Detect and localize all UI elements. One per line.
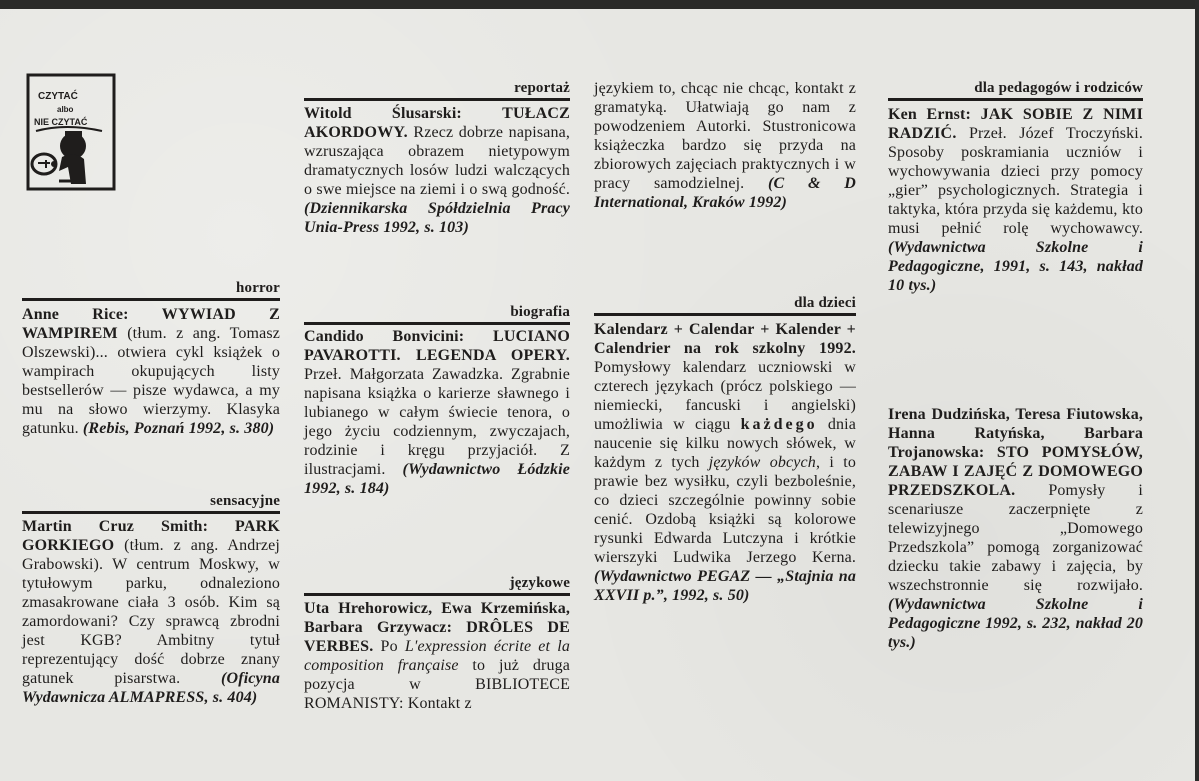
entry-jak-sobie-z-nimi-radzic xyxy=(888,105,1143,295)
section-heading-sensacyjne: sensacyjne xyxy=(22,493,280,514)
entry-horror xyxy=(22,305,280,438)
entry-sensacyjne xyxy=(22,517,280,707)
top-scan-edge xyxy=(0,0,1199,9)
author-name: Witold Ślusarski: xyxy=(304,105,462,122)
author-name: Irena Dudzińska, Teresa Fiutowska, Hanna Ratyńska, Barbara Trojanowska: xyxy=(888,406,1143,461)
author-name: Uta Hrehorowicz, Ewa Krzemińska, Barbara Grzywacz: xyxy=(304,600,570,636)
author-name: Anne Rice: xyxy=(22,306,129,323)
book-title: PARK GORKIEGO xyxy=(22,518,280,554)
spaced-emphasis: każdego xyxy=(740,416,818,433)
author-name: Martin Cruz Smith: xyxy=(22,518,209,535)
entry-description: Przeł. Józef Troczyński. Sposoby poskramiania uczniów i wychowywania dzieci przy pomocy „gier” psychologicznych. Strategia i taktyka, która przyda się każdemu, kto musi pełnić rolę wychowawcy. xyxy=(888,125,1143,237)
entry-description: Pomysłowy kalendarz uczniowski w czterech językach (prócz polskiego — niemiecki, fancuski i angielski) umożliwia w ciągu xyxy=(594,359,856,433)
section-heading-horror: horror xyxy=(22,280,280,301)
publication-info: (C & D International, Kraków 1992) xyxy=(594,175,857,211)
author-name: Candido Bonvicini: xyxy=(304,328,465,345)
entry-reportaz xyxy=(304,104,570,237)
book-title: DRÔLES DE VERBES. xyxy=(304,619,570,655)
book-title: JAK SOBIE Z NIMI RADZIĆ. xyxy=(888,106,1143,142)
publication-info: (Wydawnictwo Łódzkie 1992, s. 184) xyxy=(304,461,570,497)
reading-logo xyxy=(26,73,118,193)
section-heading-dla-pedagogow-i-rodzicow: dla pedagogów i rodziców xyxy=(888,80,1143,101)
publication-info: (Wydawnictwo PEGAZ — „Stajnia na XXVII p.”, 1992, s. 50) xyxy=(594,568,856,604)
entry-description: Przeł. Małgorzata Zawadzka. Zgrabnie napisana książka o karierze sławnego i lubianego w całym świecie tenora, o jego życiu codziennym, zwyczajach, rodzinie i kręgu przyjaciół. Z ilustracjami. xyxy=(304,366,570,478)
book-title: STO POMYSŁÓW, ZABAW I ZAJĘĆ Z DOMOWEGO PRZEDSZKOLA. xyxy=(888,444,1143,499)
italic-phrase: języków obcych xyxy=(708,454,816,471)
publication-info: (Dziennikarska Spółdzielnia Pracy Unia-Press 1992, s. 103) xyxy=(304,200,570,236)
section-heading-jezykowe: językowe xyxy=(304,575,570,596)
entry-description: Pomysły i scenariusze zaczerpnięte z telewizyjnego „Domowego Przedszkola” pomogą zorganizować dziecku takie zabawy i zajęcia, by wszechstronnie się rozwijało. xyxy=(888,482,1144,594)
book-title: TUŁACZ AKORDOWY. xyxy=(304,105,570,141)
author-name: Ken Ernst: xyxy=(888,106,971,123)
entry-description: Po xyxy=(380,638,405,655)
section-heading-dla-dzieci: dla dzieci xyxy=(594,295,856,316)
entry-dla-dzieci xyxy=(594,320,856,605)
entry-description: Rzecz dobrze napisana, wzruszająca obrazem nietypowym dramatycznych losów ludzi walczących o swe miejsce na ziemi i o swą godność. xyxy=(304,124,571,198)
logo-text-2: albo xyxy=(57,105,74,114)
entry-description-end: , i to prawie bez wysiłku, czyli bezboleśnie, co dzieci szczególnie powinny sobie cenić. Ozdobą książki są kolorowe rysunki Edwarda Lutczyna i krótkie wierszyki Ludwika Jerzego Kerna. xyxy=(594,454,856,566)
publication-info: (Wydawnictwa Szkolne i Pedagogiczne, 1991, s. 143, nakład 10 tys.) xyxy=(888,239,1143,294)
entry-biografia xyxy=(304,327,570,498)
entry-description-continued: to już druga pozycja w BIBLIOTECE ROMANISTY: Kontakt z xyxy=(304,657,570,712)
entry-sto-pomyslow xyxy=(888,405,1143,652)
reading-logo-icon xyxy=(26,73,118,193)
section-heading-biografia: biografia xyxy=(304,304,570,325)
logo-text-1: CZYTAĆ xyxy=(38,91,78,102)
book-title: LUCIANO PAVAROTTI. LEGENDA OPERY. xyxy=(304,328,570,364)
publication-info: (Rebis, Poznań 1992, s. 380) xyxy=(82,420,275,437)
entry-jezykowe xyxy=(304,599,570,713)
publication-info: (Oficyna Wydawnicza ALMAPRESS, s. 404) xyxy=(22,670,280,706)
entry-description: językiem to, chcąc nie chcąc, kontakt z gramatyką. Ułatwiają go nam z powodzeniem Autorki. Stustronicowa książeczka bardzo się przyda na zbiorowych zajęciach praktycznych i w pracy samodzielnej. xyxy=(594,80,856,192)
publication-info: (Wydawnictwa Szkolne i Pedagogiczne 1992, s. 232, nakład 20 tys.) xyxy=(888,596,1143,651)
italic-book-series-title: L'expression écrite et la composition française xyxy=(304,638,570,674)
logo-text-3: NIE CZYTAĆ xyxy=(34,117,88,127)
entry-description: (tłum. z ang. Andrzej Grabowski). W centrum Moskwy, w tytułowym parku, odnaleziono zmasakrowane ciała 3 osób. Kim są zamordowani? Czy sprawcą zbrodni jest KGB? Ambitny tytuł reprezentujący dość dobrze znany gatunek pisarstwa. xyxy=(22,537,280,687)
right-scan-edge xyxy=(1195,0,1199,781)
book-title: WYWIAD Z WAMPIREM xyxy=(22,306,280,342)
section-heading-reportaz: reportaż xyxy=(304,80,570,101)
entry-jezykowe-continuation xyxy=(594,79,856,212)
entry-description-continued: dnia naucenie się kilku nowych słówek, w każdym z tych xyxy=(594,416,856,471)
book-title: Kalendarz + Calendar + Kalender + Calendrier na rok szkolny 1992. xyxy=(594,321,856,357)
entry-description: (tłum. z ang. Tomasz Olszewski)... otwiera cykl książek o wampirach okupujących listy bestsellerów — pisze wydawca, a my mu na słowo wierzymy. Klasyka gatunku. xyxy=(22,325,281,437)
